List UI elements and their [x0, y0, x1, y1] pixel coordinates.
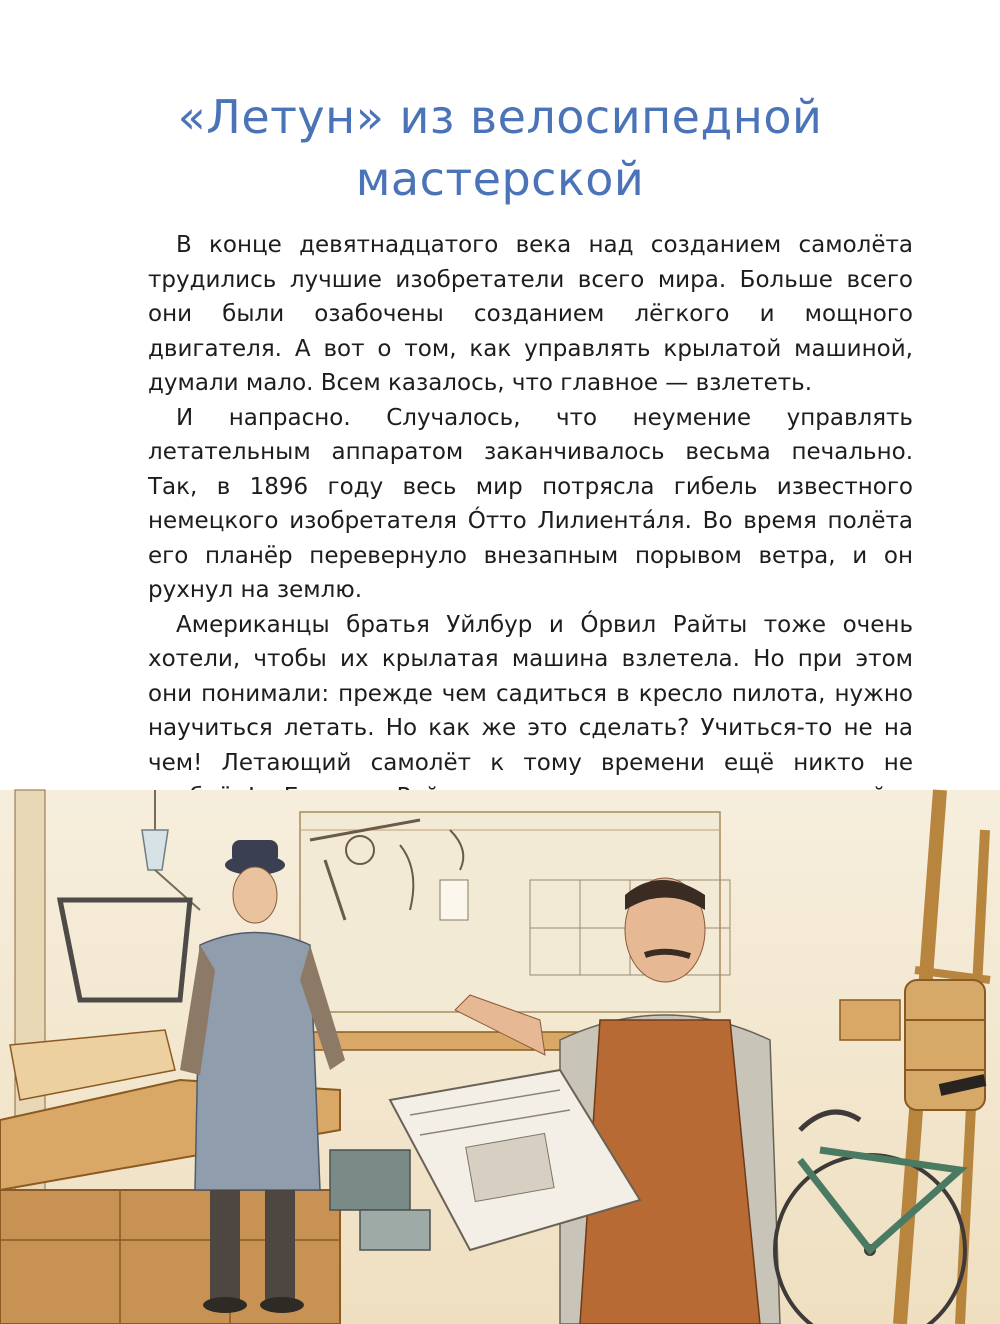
paragraph: Американцы братья Уйлбур и Óрвил Райты тоже очень хотели, чтобы их крылатая машина взлетела. Но при этом они понимали: прежде чем садиться в кресло пилота, нужно научиться летать. Но как же это сделать? Учиться-то не на чем! Летающий самолёт к тому времени ещё никто не [148, 611, 913, 776]
page-title [60, 86, 940, 210]
workshop-illustration [0, 770, 1000, 1324]
paragraph: В конце девятнадцатого века над созданием самолёта трудились лучшие изобретатели всего мира. Больше всего они были озабочены созданием лёгкого и мощного двигателя. А вот о том, как управлять крылатой машиной, думали мало. Всем казалось, что главное — взлететь. [148, 232, 913, 396]
title-line-1: «Летун» из велосипедной [177, 90, 823, 144]
article-body [148, 228, 913, 849]
workshop-scene-icon [0, 770, 1000, 1324]
title-line-2: мастерской [355, 152, 645, 206]
paragraph: И напрасно. Случалось, что неумение управлять летательным аппаратом заканчивалось весьма печально. Так, в 1896 году весь мир потрясла гибель известного немецкого изобретателя Óтто Лилиентáля. Во время полёта его планёр перевернуло внезапным порывом ветра, и он рухнул на землю. [148, 404, 913, 603]
